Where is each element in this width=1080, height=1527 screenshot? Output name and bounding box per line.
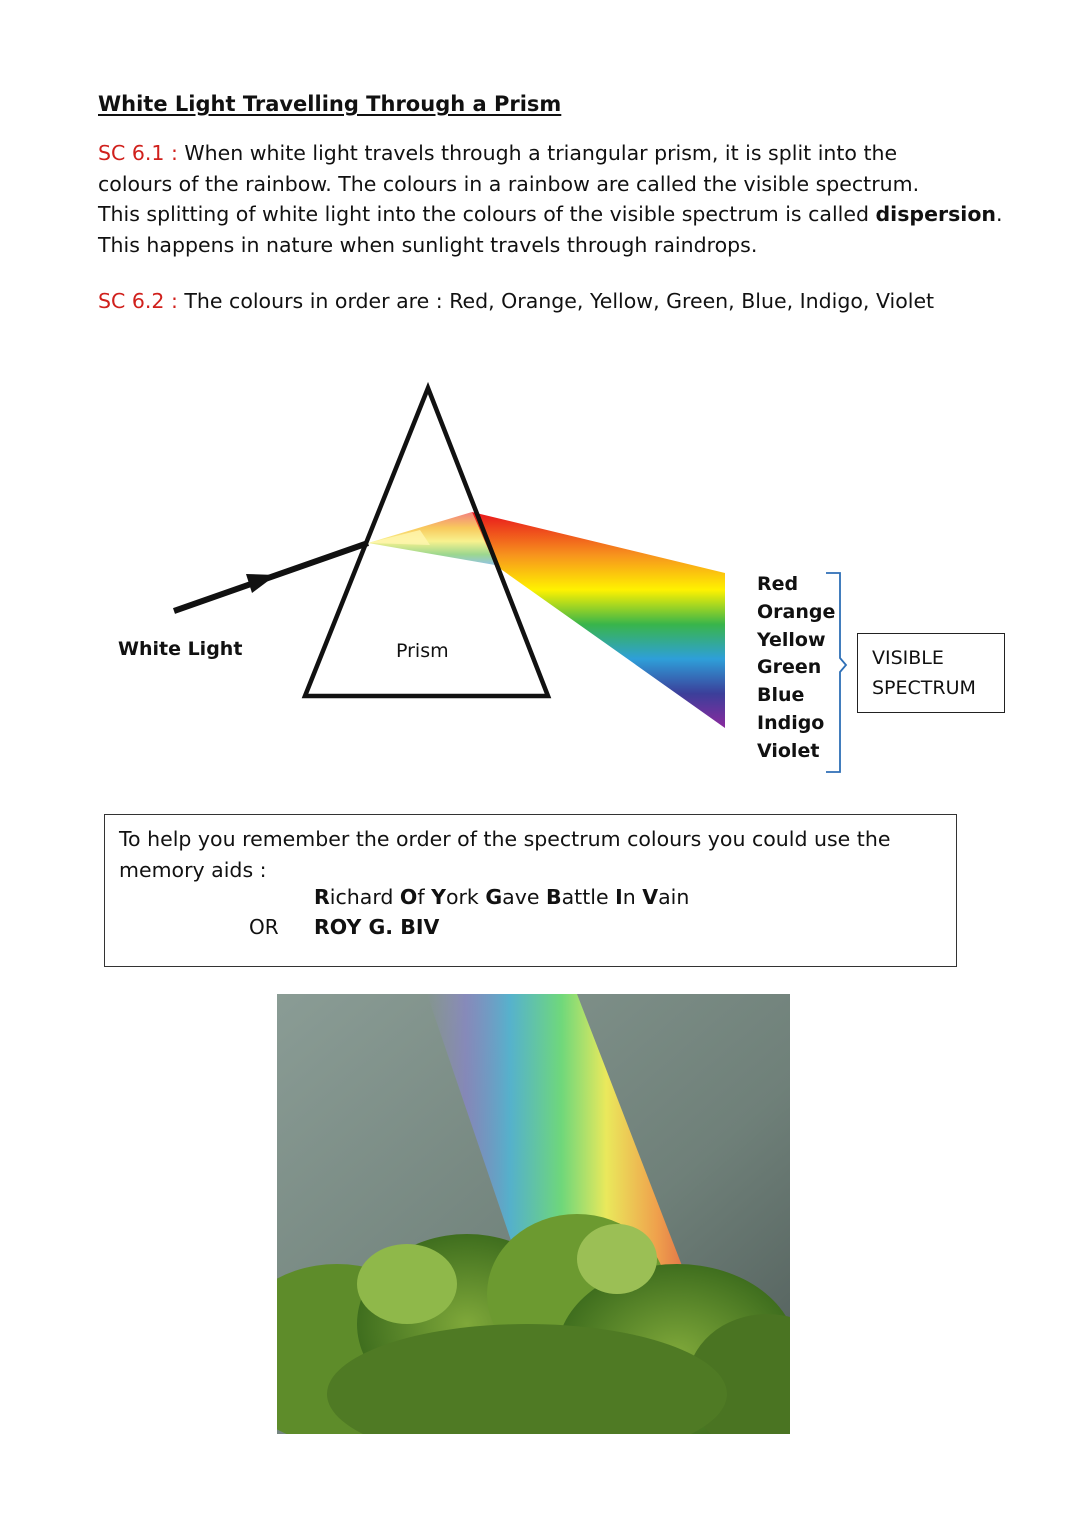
colour-blue: Blue (757, 684, 805, 707)
sc61-code: SC 6.1 : (98, 141, 178, 165)
spectrum-word: SPECTRUM (872, 677, 976, 699)
mnemonic-acronym: ROY G. BIV (314, 915, 440, 939)
sc61-paragraph (98, 138, 1003, 260)
visible-word: VISIBLE (872, 647, 944, 669)
colour-violet: Violet (757, 739, 820, 762)
sc61-line2: colours of the rainbow. The colours in a rainbow are called the visible spectrum. (98, 171, 920, 196)
visible-spectrum-box (857, 633, 1005, 713)
prism-diagram (0, 360, 1080, 790)
sc61-line4: This happens in nature when sunlight travels through raindrops. (98, 232, 758, 257)
colour-indigo: Indigo (757, 711, 825, 734)
arrow-head-icon (246, 574, 276, 593)
sc62-line (98, 289, 934, 313)
colour-yellow: Yellow (757, 628, 826, 651)
rainbow-photo-image (277, 994, 790, 1434)
mnemonic-sentence: Richard Of York Gave Battle In Vain (314, 885, 690, 909)
sc62-code: SC 6.2 : (98, 289, 178, 313)
spectrum-colour-list (757, 571, 835, 766)
colour-orange: Orange (757, 600, 836, 623)
or-label: OR (249, 915, 279, 939)
memory-aid-box (104, 814, 957, 967)
memory-intro-line1: To help you remember the order of the spectrum colours you could use the (119, 827, 891, 851)
sc61-line3: This splitting of white light into the colours of the visible spectrum is called (98, 202, 876, 226)
sc61-line1: When white light travels through a triangular prism, it is split into the (184, 141, 898, 165)
dispersion-term: dispersion (875, 202, 996, 226)
colour-green: Green (757, 656, 822, 679)
white-light-label: White Light (118, 638, 243, 660)
memory-intro-line2: memory aids : (119, 857, 267, 882)
colour-red: Red (757, 573, 799, 595)
prism-label: Prism (396, 640, 449, 662)
page-title: White Light Travelling Through a Prism (98, 92, 562, 116)
rainbow-photo (277, 994, 790, 1434)
sc61-line3-end: . (996, 202, 1003, 226)
sc62-text: The colours in order are : Red, Orange, Yellow, Green, Blue, Indigo, Violet (184, 289, 935, 313)
memory-intro (119, 824, 939, 885)
